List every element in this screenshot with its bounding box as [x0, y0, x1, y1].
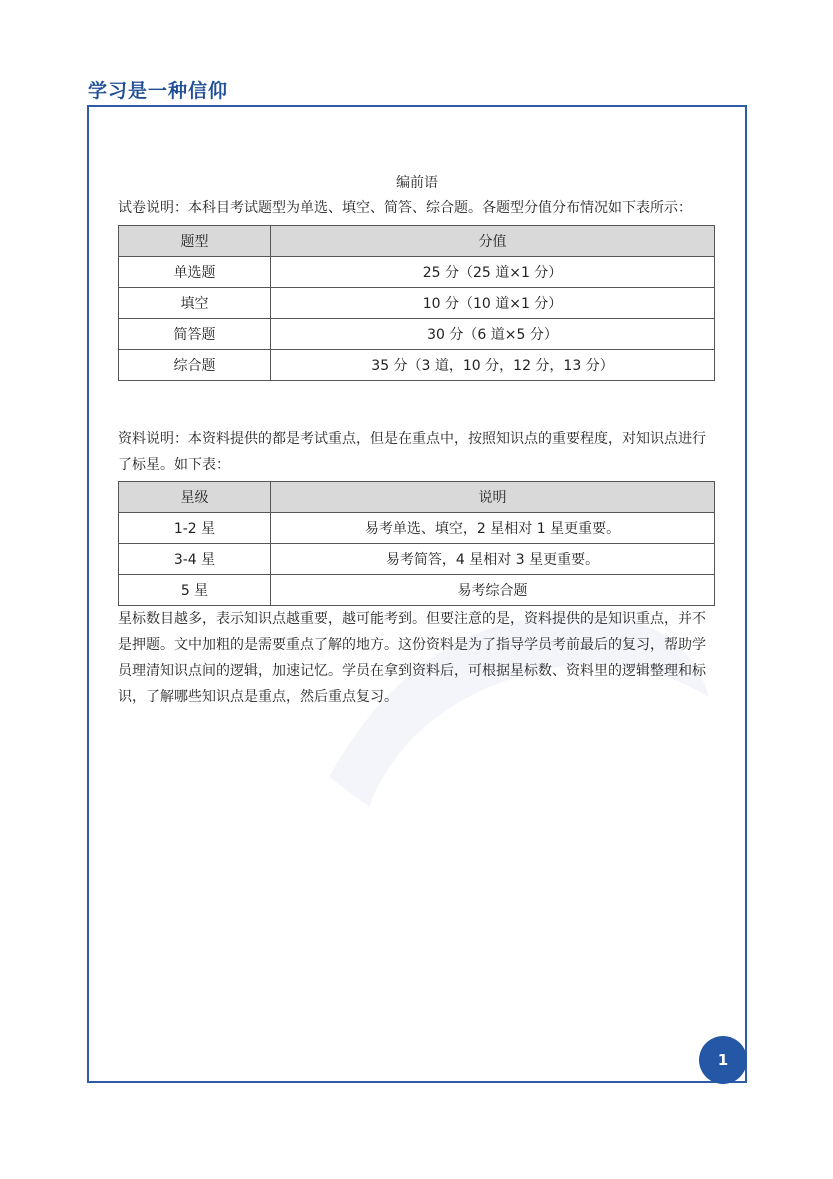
table-cell: 简答题 [119, 319, 271, 350]
table-row [119, 288, 715, 319]
table-cell: 综合题 [119, 350, 271, 381]
table-header-cell: 题型 [119, 226, 271, 257]
material-intro-paragraph: 资料说明：本资料提供的都是考试重点，但是在重点中，按照知识点的重要程度，对知识点进行了标星。如下表： [118, 431, 706, 473]
table-cell: 填空 [119, 288, 271, 319]
table-header-row [119, 226, 715, 257]
table-row [119, 513, 715, 544]
table-cell: 1-2 星 [119, 513, 271, 544]
star-rating-table [118, 481, 715, 606]
table-header-row [119, 482, 715, 513]
table-cell: 5 星 [119, 575, 271, 606]
table-header-cell: 分值 [271, 226, 715, 257]
table-header-cell: 星级 [119, 482, 271, 513]
table-cell: 易考单选、填空，2 星相对 1 星更重要。 [271, 513, 715, 544]
page-number-badge: 1 [699, 1036, 747, 1084]
table-row [119, 575, 715, 606]
table-cell: 单选题 [119, 257, 271, 288]
table-cell: 35 分（3 道，10 分，12 分，13 分） [271, 350, 715, 381]
table-row [119, 350, 715, 381]
table-row [119, 544, 715, 575]
table-cell: 易考综合题 [271, 575, 715, 606]
table-cell: 30 分（6 道×5 分） [271, 319, 715, 350]
closing-paragraph: 星标数目越多，表示知识点越重要，越可能考到。但要注意的是，资料提供的是知识重点，并不是押题。文中加粗的是需要重点了解的地方。这份资料是为了指导学员考前最后的复习，帮助学员理清知识点间的逻辑，加速记忆。学员在拿到资料后，可根据星标数、资料里的逻辑整理和标识，了解哪些知识点是重点，然后重点复习。 [118, 611, 706, 705]
table-cell: 25 分（25 道×1 分） [271, 257, 715, 288]
table-row [119, 257, 715, 288]
table-cell: 易考简答，4 星相对 3 星更重要。 [271, 544, 715, 575]
page-header-title: 学习是一种信仰 [88, 80, 229, 102]
main-content [118, 172, 716, 710]
table-header-cell: 说明 [271, 482, 715, 513]
exam-intro-paragraph: 试卷说明：本科目考试题型为单选、填空、简答、综合题。各题型分值分布情况如下表所示： [118, 200, 692, 216]
table-cell: 10 分（10 道×1 分） [271, 288, 715, 319]
table-row [119, 319, 715, 350]
table-cell: 3-4 星 [119, 544, 271, 575]
score-distribution-table [118, 225, 715, 381]
document-title: 编前语 [396, 175, 438, 191]
